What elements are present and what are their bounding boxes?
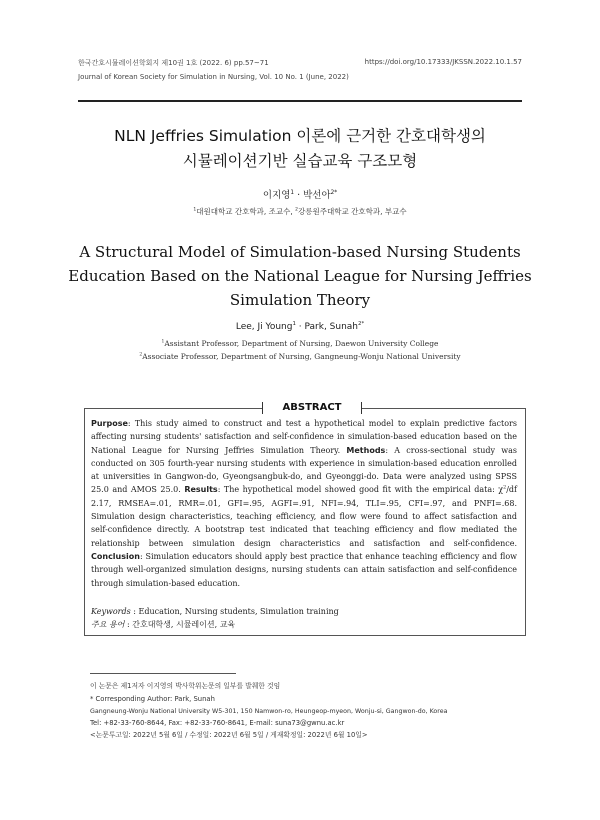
title-en-line-1: A Structural Model of Simulation-based Nursing Students (79, 243, 521, 261)
affiliation-en-1: $^1$Assistant Professor, Department of Nursing, Daewon University College (161, 339, 439, 348)
abstract-body: Purpose: This study aimed to construct and test a hypothetical model to explain predictive factors affecting nursing students' satisfaction and self-confidence in simulation-based education based on the National League for Nursing Jeffries Simulation Theory. Methods: A cross-sectional study was conducted on 305 fourth-year nursing students with experience in simulation-based education enrolled at universities in Gangwon-do, Gyeongsangbuk-do, and Gyeonggi-do. Data were analyzed using SPSS 25.0 and AMOS 25.0. Results: The hypothetical model showed good fit with the empirical data: $\chi^2/df$ 2.17, RMSEA=.01, RMR=.01, GFI=.95, AGFI=.91, NFI=.94, TLI=.95, CFI=.97, and PNFI=.68. Simulation design characteristics, teaching efficiency, and flow were found to affect satisfaction and self-confidence directly. A bootstrap test indicated that teaching efficiency and flow mediated the relationship between simulation design characteristics and satisfaction and self-confidence. Conclusion: Simulation educators should apply best practice that enhance teaching efficiency and flow through well-organized simulation designs, nursing students can attain satisfaction and self-confidence through simulation-based education. (91, 419, 518, 588)
authors-en: Lee, Ji Young$^1$ · Park, Sunah$^{2*}$ (235, 321, 365, 332)
doi-link[interactable]: https://doi.org/10.17333/JKSSN.2022.10.1.57 (364, 58, 522, 66)
authors-kr: 이지영$^1$ · 박선아$^{2*}$ (262, 189, 338, 201)
title-kr-line-1: NLN Jeffries Simulation 이론에 근거한 간호대학생의 (114, 127, 486, 145)
footnote-contact: Tel: +82-33-760-8644, Fax: +82-33-760-8641, E-mail: suna73@gwnu.ac.kr (90, 719, 345, 727)
footnote-corresponding: * Corresponding Author: Park, Sunah (90, 695, 215, 703)
footnote-address: Gangneung-Wonju National University W5-301, 150 Namwon-ro, Heungeop-myeon, Wonju-si, Gangwon-do, Korea (90, 708, 448, 715)
abstract-heading: ABSTRACT (262, 400, 362, 416)
keywords-en: Keywords : Education, Nursing students, Simulation training (91, 607, 339, 616)
affiliation-kr: $^1$대원대학교 간호학과, 조교수, $^2$강릉원주대학교 간호학과, 부교수 (193, 207, 407, 216)
footnote-dates: <논문투고일: 2022년 5월 6일 / 수정일: 2022년 6월 5일 / 게재확정일: 2022년 6월 10일> (90, 731, 368, 739)
footnote-rule (90, 673, 236, 674)
journal-citation-kr: 한국간호시뮬레이션학회지 제10권 1호 (2022. 6) pp.57~71 (78, 59, 269, 67)
title-en-line-2: Education Based on the National League for Nursing Jeffries (68, 267, 532, 285)
title-kr-line-2: 시뮬레이션기반 실습교육 구조모형 (182, 152, 418, 170)
footnote-thesis: 이 논문은 제1저자 이지영의 박사학위논문의 일부를 발췌한 것임 (90, 682, 281, 690)
header-rule (78, 100, 522, 102)
affiliation-en-2: $^2$Associate Professor, Department of Nursing, Gangneung-Wonju National University (139, 352, 461, 361)
journal-citation-en: Journal of Korean Society for Simulation in Nursing, Vol. 10 No. 1 (June, 2022) (78, 73, 349, 81)
keywords-kr: 주요 용어 : 간호대학생, 시뮬레이션, 교육 (91, 620, 236, 629)
title-en-line-3: Simulation Theory (229, 291, 371, 309)
